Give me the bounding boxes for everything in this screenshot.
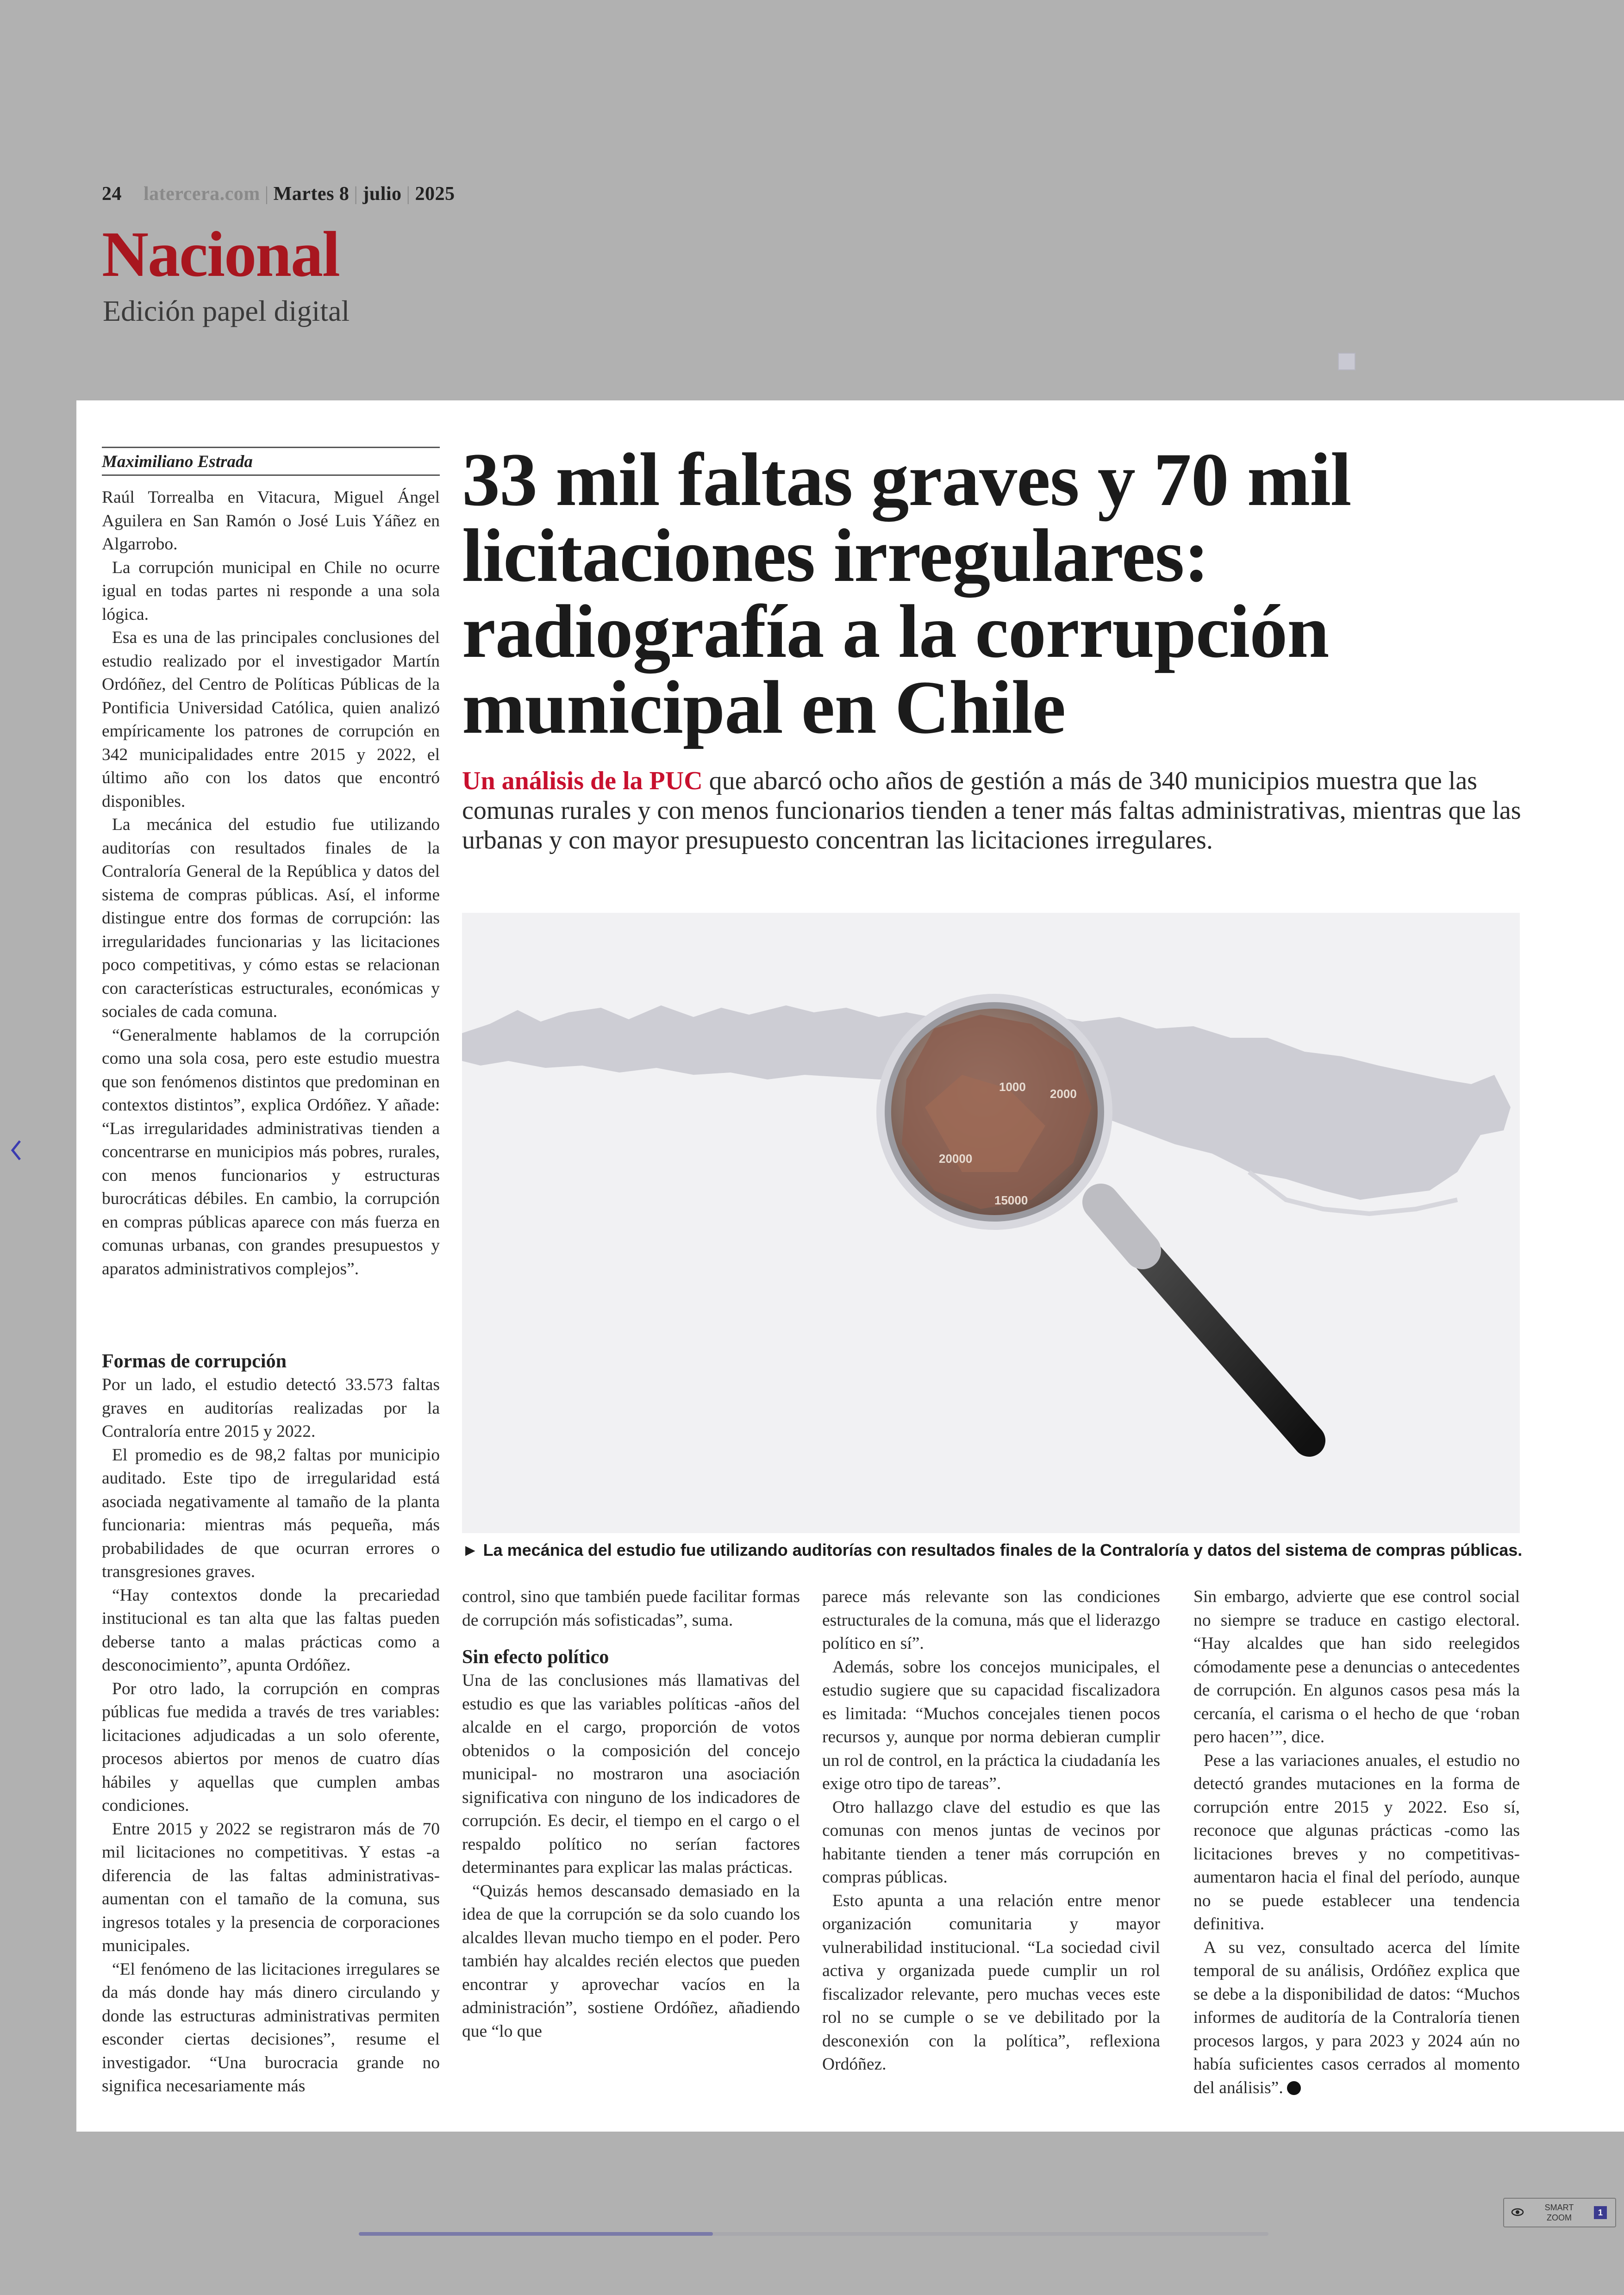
date-year: 2025 [415,183,455,205]
page-indicator-badge: 1 [1594,2206,1607,2219]
paragraph: Por otro lado, la corrupción en compras públicas fue medida a través de tres variables: licitaciones adjudicadas a un solo oferente, procesos abiertos por menos de cuatro días hábiles y aquellas que cumplen ambas condiciones. [102,1679,440,1815]
smart-zoom-label [1543,2202,1575,2223]
subheading: Sin efecto político [462,1646,609,1668]
paragraph: La corrupción municipal en Chile no ocurre igual en todas partes ni responde a una sola lógica. [102,558,440,624]
section-subtitle: Edición papel digital [103,294,350,327]
page-number: 24 [102,183,122,205]
page-header: 24 latercera.com | Martes 8 | julio | 2025 [102,183,455,205]
column-2 [462,1585,800,2043]
paragraph: “Generalmente hablamos de la corrupción como una sola cosa, pero este estudio muestra que son fenómenos distintos que predominan en contextos distintos”, explica Ordóñez. Y añade: “Las irregularidades administrativas tienden a concentrarse en municipios más pobres, rurales, con menos funcionarios y estructuras burocráticas débiles. En cambio, la corrupción en compras públicas aparece con más fuerza en comunas urbanas, con grandes presupuestos y aparatos administrativos complejos”. [102,1025,440,1278]
paragraph: Raúl Torrealba en Vitacura, Miguel Ángel Aguilera en San Ramón o José Luis Yáñez en Algarrobo. [102,488,440,554]
page-scrollbar[interactable] [359,2232,1268,2236]
paragraph: Una de las conclusiones más llamativas del estudio es que las variables políticas -años del alcalde en el cargo, proporción de votos obtenidos o la composición del concejo municipal- no mostraron una asociación significativa con ninguno de los indicadores de corrupción. Es decir, el tiempo en el cargo o el respaldo político no serían factores determinantes para explicar las malas prácticas. [462,1671,800,1877]
site-name: latercera.com [144,183,260,205]
paragraph: Esto apunta a una relación entre menor organización comunitaria y mayor vulnerabilidad institucional. “La sociedad civil activa y organizada puede cumplir un rol fiscalizador relevante, pero muchas veces este rol no se cumple o se ve debilitado por la desconexión con la política”, reflexiona Ordóñez. [822,1891,1160,2074]
paragraph-text: A su vez, consultado acerca del límite temporal de su análisis, Ordóñez explica que se debe a la disponibilidad de datos: “Muchos informes de auditoría de la Contraloría tienen procesos largos, y para 2023 y 2024 aún no había suficientes casos cerrados al momento del análisis”. [1193,1938,1520,2097]
paragraph: “Quizás hemos descansado demasiado en la idea de que la corrupción se da solo cuando los alcaldes llevan mucho tiempo en el poder. Pero también hay alcaldes recién electos que pueden encontrar y aprovechar vacíos en la administración”, sostiene Ordóñez, añadiendo que “lo que [462,1881,800,2041]
page-thumbnail-icon[interactable] [1338,353,1355,370]
map-label: 20000 [939,1152,973,1166]
paragraph: “El fenómeno de las licitaciones irregulares se da más donde hay más dinero circulando y donde las estructuras administrativas permiten esconder ciertas decisiones”, resume el investigador. “Una burocracia grande no significa necesariamente más [102,1959,440,2095]
end-mark-icon [1287,2081,1301,2095]
deck-text: que abarcó ocho años de gestión a más de 340 municipios muestra que las comunas rurales y con menos funcionarios tienden a tener más faltas administrativas, mientras que las urbanas y con mayor presupuesto concentran las licitaciones irregulares. [462,767,1521,854]
date-weekday: Martes 8 [273,183,350,205]
paragraph: “Hay contextos donde la precariedad institucional es tan alta que las faltas pueden deberse tanto a malas prácticas como a desconocimiento”, apunta Ordóñez. [102,1585,440,1675]
byline: Maximiliano Estrada [102,447,440,476]
zoom-label-line1: SMART [1544,2203,1574,2212]
column-1-top [102,486,440,1281]
paragraph: Entre 2015 y 2022 se registraron más de 70 mil licitaciones no competitivas. Y estas -a diferencia de las faltas administrativas- aumentan con el tamaño de la comuna, sus ingresos totales y la presencia de corporaciones municipales. [102,1819,440,1955]
deck-highlight: Un análisis de la PUC [462,767,703,795]
paragraph: Sin embargo, advierte que ese control social no siempre se traduce en castigo electoral. “Hay alcaldes que han sido reelegidos cómodamente pese a denuncias o antecedentes de corrupción. En algunos casos pesa más la cercanía, el carisma o el hecho de que ‘roban pero hacen’”, dice. [1193,1587,1520,1746]
paragraph: Además, sobre los concejos municipales, el estudio sugiere que su capacidad fiscalizadora es limitada: “Muchos concejales tienen pocos recursos y, aunque por norma debieran cumplir un rol de control, en la práctica la ciudadanía les exige otro tipo de tareas”. [822,1657,1160,1793]
scrollbar-thumb[interactable] [359,2232,713,2236]
article-photo [462,913,1520,1533]
smart-zoom-button[interactable] [1503,2198,1616,2227]
paragraph: Por un lado, el estudio detectó 33.573 faltas graves en auditorías realizadas por la Contraloría entre 2015 y 2022. [102,1375,440,1441]
paragraph: Esa es una de las principales conclusiones del estudio realizado por el investigador Martín Ordóñez, del Centro de Políticas Públicas de la Pontificia Universidad Católica, quien analizó empíricamente los patrones de corrupción en 342 municipalidades entre 2015 y 2022, el último año con los datos que encontró disponibles. [102,628,440,811]
subheading: Formas de corrupción [102,1351,287,1372]
column-4 [1193,1585,1520,2100]
map-label: 1000 [999,1080,1026,1094]
deck [462,766,1527,855]
zoom-label-line2: ZOOM [1547,2213,1572,2222]
map-label: 2000 [1050,1087,1077,1101]
paragraph [1193,1936,1520,2100]
section-title: Nacional [102,218,339,290]
paragraph: Pese a las variaciones anuales, el estudio no detectó grandes mutaciones en la forma de corrupción entre 2015 y 2022. Eso sí, reconoce que algunas prácticas -como las licitaciones breves y no competitivas- aumentaron hacia el final del período, aunque no se puede establecer una tendencia definitiva. [1193,1751,1520,1933]
eye-icon [1511,2205,1524,2219]
map-label: 15000 [994,1193,1028,1207]
paragraph: La mecánica del estudio fue utilizando auditorías con resultados finales de la Contraloría General de la República y datos del sistema de compras públicas. Así, el informe distingue entre dos formas de corrupción: las irregularidades funcionarias y las licitaciones poco competitivas, y cómo estas se relacionan con características estructurales, económicas y sociales de cada comuna. [102,815,440,1021]
column-1-bottom [102,1349,440,2098]
date-month: julio [362,183,402,205]
column-3 [822,1585,1160,2077]
paragraph: parece más relevante son las condiciones estructurales de la comuna, más que el liderazgo político en sí”. [822,1587,1160,1653]
headline: 33 mil faltas graves y 70 mil licitaciones irregulares: radiografía a la corrupción municipal en Chile [462,438,1351,749]
paragraph: El promedio es de 98,2 faltas por municipio auditado. Este tipo de irregularidad está asociada negativamente al tamaño de la planta funcionaria: mientras más pequeña, más probabilidades de que ocurran errores o transgresiones graves. [102,1445,440,1581]
previous-page-arrow-icon[interactable] [7,1136,25,1164]
photo-caption: ► La mecánica del estudio fue utilizando auditorías con resultados finales de la Contraloría y datos del sistema de compras públicas. [462,1540,1523,1559]
paragraph: Otro hallazgo clave del estudio es que las comunas con menos juntas de vecinos por habitante tienden a tener más corrupción en compras públicas. [822,1797,1160,1887]
paragraph: control, sino que también puede facilitar formas de corrupción más sofisticadas”, suma. [462,1587,800,1630]
